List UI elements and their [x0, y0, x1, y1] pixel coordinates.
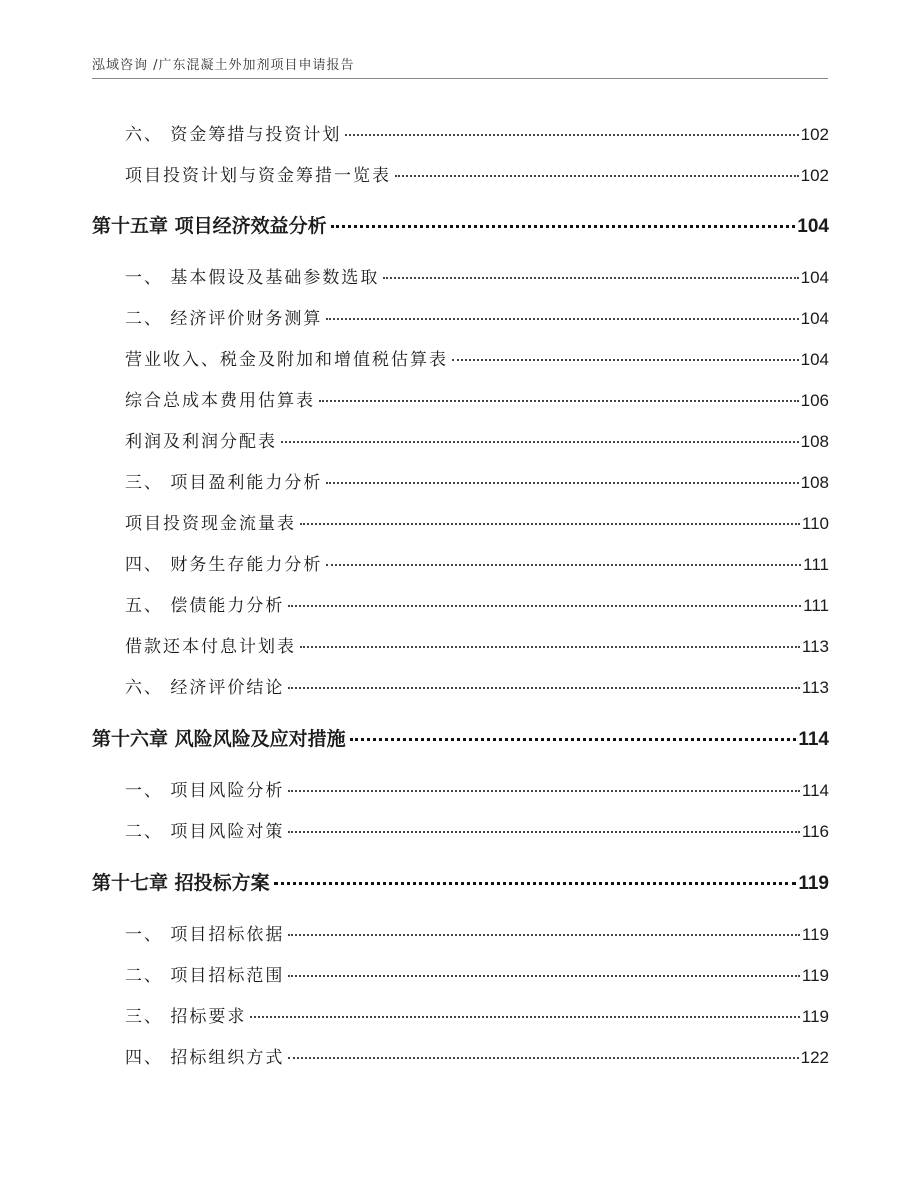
- toc-entry[interactable]: [125, 819, 829, 845]
- dot-leader: [326, 318, 798, 320]
- toc-entry-page: 116: [801, 822, 829, 841]
- dot-leader: [345, 134, 798, 136]
- toc-entry[interactable]: [125, 922, 829, 948]
- dot-leader: [288, 975, 799, 977]
- toc-entry-title: 借款还本付息计划表: [125, 637, 296, 657]
- toc-chapter-entry[interactable]: [92, 726, 829, 752]
- dot-leader: [395, 175, 799, 177]
- dot-leader: [326, 564, 801, 566]
- toc-entry-page: 110: [801, 514, 829, 533]
- toc-entry-page: 104: [800, 350, 829, 369]
- toc-entry-title: 利润及利润分配表: [125, 432, 277, 452]
- toc-entry-page: 108: [800, 432, 829, 451]
- toc-entry[interactable]: [125, 122, 829, 148]
- toc-entry-title: 项目投资现金流量表: [125, 514, 296, 534]
- toc-entry[interactable]: [125, 511, 829, 537]
- toc-entry-title: 项目投资计划与资金筹措一览表: [125, 166, 391, 186]
- dot-leader: [288, 831, 799, 833]
- toc-entry[interactable]: [125, 429, 829, 455]
- toc-entry[interactable]: [125, 552, 829, 578]
- toc-entry-title: 三、 招标要求: [125, 1007, 247, 1027]
- toc-entry-title: 综合总成本费用估算表: [125, 391, 315, 411]
- toc-entry-page: 122: [800, 1048, 829, 1067]
- toc-entry[interactable]: [125, 1045, 829, 1071]
- toc-entry[interactable]: [125, 963, 829, 989]
- toc-entry-page: 113: [801, 678, 829, 697]
- toc-chapter-page: 114: [798, 729, 829, 750]
- toc-entry[interactable]: [125, 265, 829, 291]
- dot-leader: [281, 441, 799, 443]
- toc-entry-page: 119: [801, 925, 829, 944]
- toc-entry[interactable]: [125, 593, 829, 619]
- toc-entry-page: 119: [801, 966, 829, 985]
- toc-entry-page: 111: [803, 596, 829, 615]
- toc-entry[interactable]: [125, 163, 829, 189]
- toc-entry-page: 104: [800, 309, 829, 328]
- toc-entry-title: 六、 资金筹措与投资计划: [125, 125, 342, 145]
- toc-entry[interactable]: [125, 675, 829, 701]
- toc-entry-page: 106: [800, 391, 829, 410]
- header-rule: [92, 78, 828, 79]
- toc-entry-title: 六、 经济评价结论: [125, 678, 285, 698]
- toc-entry-page: 104: [800, 268, 829, 287]
- toc-entry-page: 102: [800, 125, 829, 144]
- toc-entry-title: 一、 基本假设及基础参数选取: [125, 268, 380, 288]
- dot-leader: [288, 1057, 798, 1059]
- toc-chapter-title: 第十五章 项目经济效益分析: [92, 215, 327, 237]
- toc-entry-title: 五、 偿债能力分析: [125, 596, 285, 616]
- toc-chapter-entry[interactable]: [92, 870, 829, 896]
- toc-entry-title: 四、 财务生存能力分析: [125, 555, 323, 575]
- toc-entry-title: 一、 项目招标依据: [125, 925, 285, 945]
- toc-entry-title: 营业收入、税金及附加和增值税估算表: [125, 350, 448, 370]
- dot-leader: [288, 687, 799, 689]
- toc-entry-page: 111: [803, 555, 829, 574]
- dot-leader: [288, 934, 799, 936]
- toc-entry[interactable]: [125, 306, 829, 332]
- dot-leader: [274, 882, 797, 885]
- dot-leader: [300, 523, 800, 525]
- toc-entry-title: 四、 招标组织方式: [125, 1048, 285, 1068]
- toc-entry-title: 二、 项目风险对策: [125, 822, 285, 842]
- toc-entry[interactable]: [125, 388, 829, 414]
- toc-entry-title: 二、 经济评价财务测算: [125, 309, 323, 329]
- dot-leader: [250, 1016, 799, 1018]
- toc-entry[interactable]: [125, 778, 829, 804]
- running-header: 泓域咨询 /广东混凝土外加剂项目申请报告: [92, 58, 355, 73]
- dot-leader: [288, 790, 799, 792]
- toc-chapter-title: 第十七章 招投标方案: [92, 872, 270, 894]
- dot-leader: [319, 400, 799, 402]
- toc-entry-title: 三、 项目盈利能力分析: [125, 473, 323, 493]
- toc-chapter-title: 第十六章 风险风险及应对措施: [92, 728, 346, 750]
- toc-entry-page: 119: [801, 1007, 829, 1026]
- toc-entry-title: 二、 项目招标范围: [125, 966, 285, 986]
- toc-entry-page: 102: [800, 166, 829, 185]
- toc-entry-page: 108: [800, 473, 829, 492]
- toc-entry-page: 114: [801, 781, 829, 800]
- dot-leader: [383, 277, 798, 279]
- toc-chapter-page: 119: [798, 873, 829, 894]
- dot-leader: [326, 482, 798, 484]
- toc-entry[interactable]: [125, 347, 829, 373]
- toc-chapter-page: 104: [797, 216, 829, 237]
- toc-entry[interactable]: [125, 1004, 829, 1030]
- dot-leader: [350, 738, 797, 741]
- dot-leader: [300, 646, 800, 648]
- toc-entry[interactable]: [125, 470, 829, 496]
- dot-leader: [331, 225, 796, 228]
- toc-entry-title: 一、 项目风险分析: [125, 781, 285, 801]
- toc-chapter-entry[interactable]: [92, 213, 829, 239]
- toc-entry-page: 113: [801, 637, 829, 656]
- dot-leader: [288, 605, 801, 607]
- dot-leader: [452, 359, 799, 361]
- toc-entry[interactable]: [125, 634, 829, 660]
